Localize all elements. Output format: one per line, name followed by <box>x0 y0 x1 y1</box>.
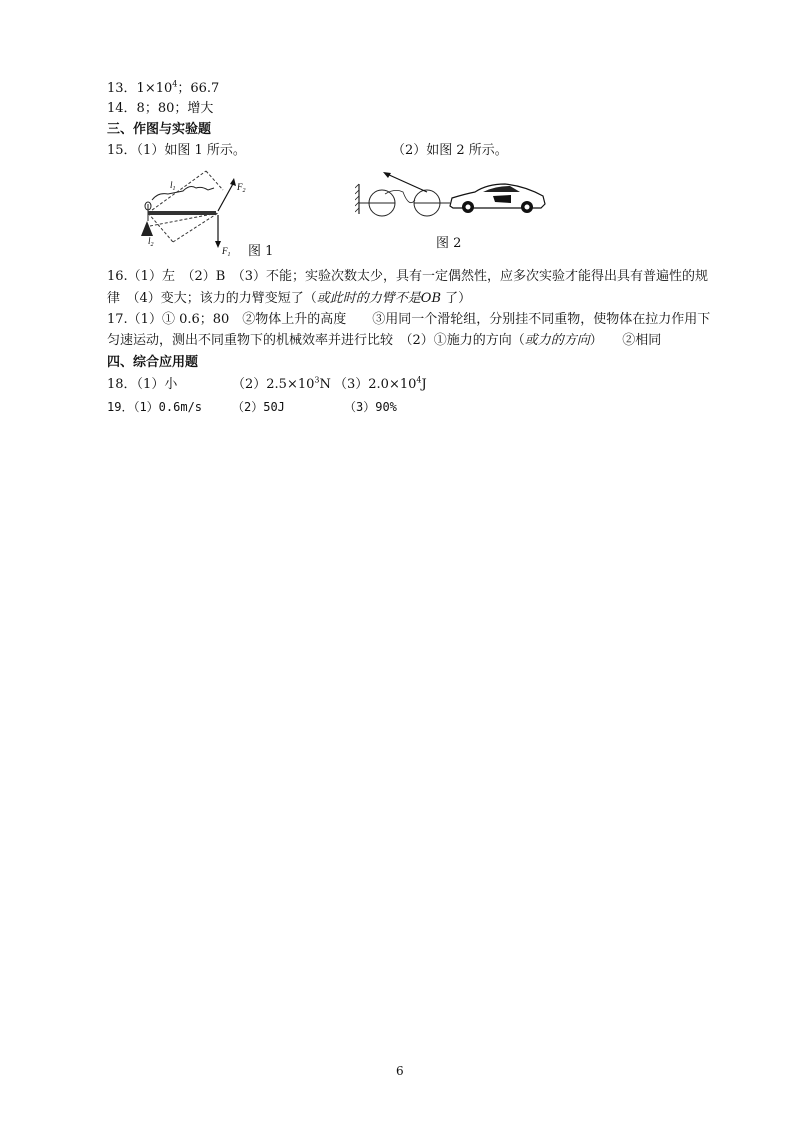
answer-16-line1: 16.（1）左 （2）B （3）不能；实验次数太少，具有一定偶然性，应多次实验才能得出具有普遍性的规 <box>107 269 709 284</box>
label-l2: $l_2$ <box>148 236 154 248</box>
answer-15-part2: （2）如图 2 所示。 <box>392 143 508 158</box>
figure-2-pulley-car <box>355 170 550 220</box>
answer-18: 18．（1）小 <box>107 377 178 392</box>
pulley-car-diagram <box>355 170 550 220</box>
answer-18-part3: $(3)2.0\times 10^4J$ <box>334 375 427 392</box>
section-heading-3: 三、作图与实验题 <box>107 122 212 137</box>
label-f1: $F_1$ <box>222 246 231 258</box>
page-number: 6 <box>396 1064 404 1078</box>
lever-diagram <box>138 166 258 261</box>
answer-13: 13．$1\times 10^4$；66.7 <box>107 79 220 96</box>
answer-18-part2: $(2)2.5\times 10^3N$ <box>232 375 331 392</box>
answer-17-line2: 匀速运动，测出不同重物下的机械效率并进行比较 （2）①施力的方向（或力的方向） ②相同 <box>107 333 662 348</box>
pivot-triangle <box>141 221 153 236</box>
lever-bar <box>148 211 216 215</box>
label-l1: $l_1$ <box>170 180 176 192</box>
figure-1-caption: 图 1 <box>248 244 274 259</box>
answer-15: 15．（1）如图 1 所示。 <box>107 143 246 158</box>
section-heading-4: 四、综合应用题 <box>107 355 199 370</box>
answer-14: 14．8；80；增大 <box>107 101 214 116</box>
answer-19-part3: （3）90% <box>344 400 397 414</box>
label-f2: $F_2$ <box>237 182 246 194</box>
answer-16-line2: 律 （4）变大；该力的力臂变短了（或此时的力臂不是OB 了） <box>107 291 472 306</box>
figure-1-lever <box>138 166 258 261</box>
answer-17-line1: 17.（1）① 0.6；80 ②物体上升的高度 ③用同一个滑轮组，分别挂不同重物，使物体在拉力作用下 <box>107 312 711 327</box>
answer-19: 19．（1）0.6m/s <box>107 400 203 414</box>
answer-19-part2: （2）50J <box>232 400 285 414</box>
figure-2-caption: 图 2 <box>436 236 462 251</box>
